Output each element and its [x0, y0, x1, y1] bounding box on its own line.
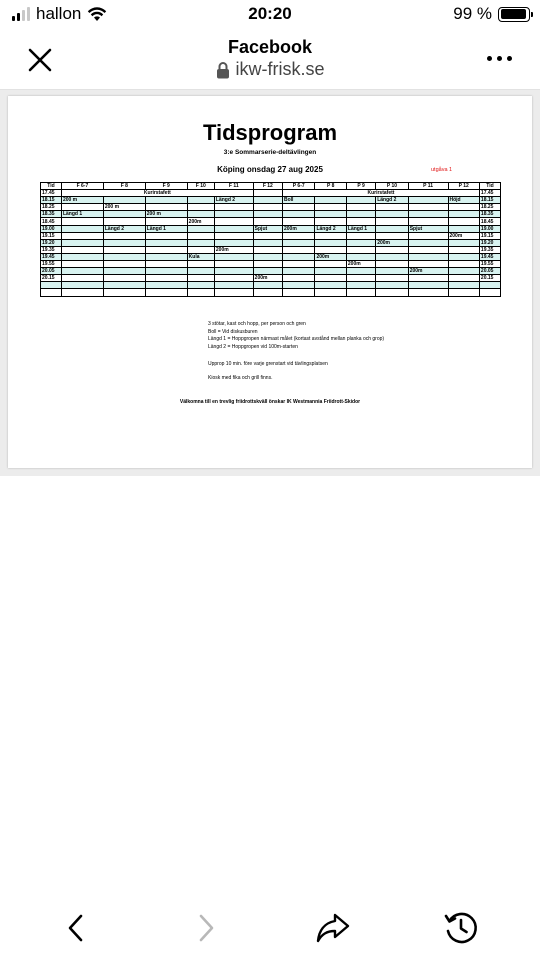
table-cell	[214, 204, 253, 211]
table-cell	[315, 268, 346, 275]
table-cell: Spjut	[253, 225, 282, 232]
table-cell: 200m	[187, 218, 214, 225]
table-cell	[448, 204, 479, 211]
chevron-right-icon	[196, 913, 216, 943]
table-cell	[187, 239, 214, 246]
table-cell	[214, 218, 253, 225]
column-header: P 9	[346, 183, 375, 190]
table-cell	[187, 197, 214, 204]
table-row	[41, 253, 501, 260]
table-cell: Höjd	[448, 197, 479, 204]
table-cell	[408, 197, 448, 204]
table-cell	[187, 261, 214, 268]
table-cell	[61, 225, 103, 232]
table-cell	[448, 261, 479, 268]
table-cell	[346, 289, 375, 296]
column-header: F 6-7	[61, 183, 103, 190]
table-cell	[376, 261, 408, 268]
table-cell	[315, 204, 346, 211]
table-cell	[346, 239, 375, 246]
schedule-header	[41, 183, 501, 190]
table-cell	[253, 253, 282, 260]
table-cell	[346, 268, 375, 275]
table-cell: 200m	[376, 239, 408, 246]
table-cell	[103, 253, 145, 260]
table-cell	[283, 253, 315, 260]
note-line: Längd 1 = Hoppgropen närmast målet (kortast avstånd mellan planka och grop)	[208, 336, 385, 343]
table-cell	[253, 246, 282, 253]
table-cell	[448, 268, 479, 275]
note-line: Kiosk med fika och grill finns.	[208, 374, 273, 381]
table-cell	[253, 190, 282, 197]
table-cell	[145, 232, 187, 239]
table-cell	[346, 204, 375, 211]
table-cell	[253, 232, 282, 239]
browser-header	[0, 32, 540, 90]
table-cell	[253, 239, 282, 246]
table-cell: Längd 1	[61, 211, 103, 218]
table-cell	[376, 211, 408, 218]
table-cell	[253, 204, 282, 211]
table-cell	[408, 239, 448, 246]
table-cell	[214, 261, 253, 268]
table-cell	[187, 282, 214, 289]
table-cell	[408, 246, 448, 253]
history-button[interactable]	[443, 910, 479, 946]
table-row	[41, 204, 501, 211]
column-header: F 10	[187, 183, 214, 190]
column-header: F 8	[103, 183, 145, 190]
table-cell	[61, 246, 103, 253]
table-cell	[103, 232, 145, 239]
table-cell	[376, 218, 408, 225]
table-row	[41, 211, 501, 218]
table-cell	[103, 275, 145, 282]
table-cell	[103, 289, 145, 296]
table-row	[41, 275, 501, 282]
table-cell	[283, 232, 315, 239]
table-cell	[187, 275, 214, 282]
table-cell	[315, 246, 346, 253]
document-dateline: Köping onsdag 27 aug 2025	[217, 165, 323, 174]
time-cell: 19.20	[479, 239, 500, 246]
time-cell: 18.15	[479, 197, 500, 204]
table-cell: Längd 2	[376, 197, 408, 204]
table-cell: Spjut	[408, 225, 448, 232]
table-cell	[448, 246, 479, 253]
time-cell: 17.45	[479, 190, 500, 197]
table-cell: 200m	[253, 275, 282, 282]
table-cell	[214, 289, 253, 296]
table-cell	[214, 282, 253, 289]
document-viewer[interactable]	[0, 90, 540, 476]
table-cell	[283, 239, 315, 246]
table-cell: 200 m	[103, 204, 145, 211]
table-cell	[376, 282, 408, 289]
table-cell: Längd 2	[214, 197, 253, 204]
table-cell: Längd 1	[346, 225, 375, 232]
url-display	[0, 59, 540, 80]
table-cell: Kula	[187, 253, 214, 260]
time-cell	[479, 282, 500, 289]
battery-icon	[498, 7, 530, 22]
table-cell	[187, 246, 214, 253]
carrier-name: hallon	[36, 4, 82, 23]
table-cell	[315, 275, 346, 282]
table-cell	[145, 197, 187, 204]
table-cell	[283, 275, 315, 282]
table-cell	[376, 275, 408, 282]
battery-percent: 99 %	[453, 4, 492, 23]
table-row	[41, 239, 501, 246]
table-cell: Kurirstafett	[61, 190, 253, 197]
table-cell	[283, 218, 315, 225]
time-cell: 17.45	[41, 190, 62, 197]
table-cell	[214, 232, 253, 239]
table-cell	[214, 275, 253, 282]
time-cell: 20.15	[41, 275, 62, 282]
table-cell: Boll	[283, 197, 315, 204]
table-cell	[315, 218, 346, 225]
time-cell	[41, 289, 62, 296]
table-cell	[315, 239, 346, 246]
share-button[interactable]	[315, 910, 351, 946]
time-cell: 19.00	[479, 225, 500, 232]
time-cell: 19.35	[479, 246, 500, 253]
table-cell	[103, 211, 145, 218]
table-cell	[376, 232, 408, 239]
table-cell	[346, 253, 375, 260]
table-cell	[187, 225, 214, 232]
table-cell	[187, 211, 214, 218]
table-row	[41, 197, 501, 204]
table-cell	[315, 289, 346, 296]
table-cell: 200 m	[61, 197, 103, 204]
time-cell: 19.35	[41, 246, 62, 253]
table-cell	[408, 261, 448, 268]
table-cell	[145, 239, 187, 246]
table-cell	[253, 289, 282, 296]
table-cell: 200m	[283, 225, 315, 232]
time-cell: 18.15	[41, 197, 62, 204]
table-cell	[61, 261, 103, 268]
notes-block	[208, 321, 384, 383]
column-header: F 9	[145, 183, 187, 190]
table-cell	[346, 211, 375, 218]
table-cell	[61, 282, 103, 289]
time-cell: 18.45	[479, 218, 500, 225]
table-cell	[187, 232, 214, 239]
share-icon	[315, 912, 351, 944]
note-line: 3 stötar, kast och hopp, per person och gren	[208, 321, 306, 327]
table-cell	[103, 246, 145, 253]
table-cell	[408, 218, 448, 225]
table-row	[41, 282, 501, 289]
table-cell	[283, 282, 315, 289]
table-cell	[61, 268, 103, 275]
schedule-body	[41, 190, 501, 296]
table-cell	[315, 211, 346, 218]
bottom-toolbar	[0, 900, 540, 960]
table-cell	[408, 253, 448, 260]
column-header: Tid	[41, 183, 62, 190]
table-cell	[253, 268, 282, 275]
time-cell	[479, 289, 500, 296]
time-cell: 18.35	[41, 211, 62, 218]
table-cell	[214, 225, 253, 232]
page-title: Facebook	[227, 37, 313, 57]
document-title: Tidsprogram	[202, 120, 338, 145]
table-cell	[253, 211, 282, 218]
table-cell: 200m	[315, 253, 346, 260]
time-cell: 18.25	[41, 204, 62, 211]
table-row	[41, 218, 501, 225]
table-cell: Längd 2	[315, 225, 346, 232]
table-cell	[448, 225, 479, 232]
table-cell	[145, 275, 187, 282]
table-cell	[346, 232, 375, 239]
table-cell	[61, 289, 103, 296]
schedule-table	[40, 182, 501, 297]
table-cell	[145, 282, 187, 289]
time-cell: 18.25	[479, 204, 500, 211]
history-icon	[443, 910, 479, 946]
table-cell	[315, 197, 346, 204]
table-cell	[145, 246, 187, 253]
table-cell	[214, 253, 253, 260]
table-cell	[145, 268, 187, 275]
table-cell	[408, 275, 448, 282]
document-subtitle: 3:e Sommarserie-deltävlingen	[223, 149, 317, 156]
table-cell	[376, 268, 408, 275]
time-cell: 19.45	[479, 253, 500, 260]
table-cell	[408, 204, 448, 211]
table-cell	[283, 246, 315, 253]
table-row	[41, 268, 501, 275]
back-button[interactable]	[58, 910, 94, 946]
time-cell: 18.45	[41, 218, 62, 225]
note-line: Upprop 10 min. före varje grenstart vid tävlingsplatsen	[208, 361, 328, 368]
time-cell: 18.35	[479, 211, 500, 218]
column-header: P 6-7	[283, 183, 315, 190]
table-cell	[103, 261, 145, 268]
table-cell	[408, 232, 448, 239]
table-cell	[376, 289, 408, 296]
status-right	[453, 4, 530, 24]
column-header: F 12	[253, 183, 282, 190]
table-cell	[61, 232, 103, 239]
table-cell	[376, 225, 408, 232]
table-cell	[448, 218, 479, 225]
table-cell	[346, 282, 375, 289]
table-row	[41, 289, 501, 296]
forward-button[interactable]	[188, 910, 224, 946]
edition-label: utgåva 1	[431, 167, 453, 173]
table-cell	[214, 268, 253, 275]
time-cell: 19.55	[479, 261, 500, 268]
table-row	[41, 225, 501, 232]
table-cell	[187, 268, 214, 275]
time-cell: 19.15	[41, 232, 62, 239]
time-cell: 19.55	[41, 261, 62, 268]
table-cell: Kurirstafett	[283, 190, 480, 197]
table-cell	[253, 261, 282, 268]
time-cell	[41, 282, 62, 289]
column-header: P 10	[376, 183, 408, 190]
status-bar	[0, 0, 540, 32]
table-cell	[61, 218, 103, 225]
table-cell	[145, 261, 187, 268]
table-cell	[103, 282, 145, 289]
column-header: Tid	[479, 183, 500, 190]
table-cell	[145, 218, 187, 225]
table-cell	[283, 268, 315, 275]
column-header: P 8	[315, 183, 346, 190]
table-cell	[448, 275, 479, 282]
table-cell	[283, 211, 315, 218]
table-cell	[315, 261, 346, 268]
table-cell	[376, 204, 408, 211]
time-cell: 20.05	[479, 268, 500, 275]
column-header: F 11	[214, 183, 253, 190]
table-cell	[103, 268, 145, 275]
table-cell	[315, 282, 346, 289]
url-text: ikw-frisk.se	[235, 59, 325, 79]
table-cell	[283, 204, 315, 211]
table-row	[41, 261, 501, 268]
table-cell	[346, 275, 375, 282]
table-cell: 200m	[214, 246, 253, 253]
more-options-button[interactable]	[487, 56, 512, 61]
table-cell	[346, 197, 375, 204]
status-time: 20:20	[248, 4, 292, 23]
table-cell	[103, 239, 145, 246]
table-cell	[61, 239, 103, 246]
table-cell	[346, 218, 375, 225]
table-cell	[283, 261, 315, 268]
table-cell	[376, 246, 408, 253]
time-cell: 19.00	[41, 225, 62, 232]
document-page	[8, 96, 532, 468]
table-cell	[253, 197, 282, 204]
note-line: Längd 2 = Hoppgropen vid 100m-starten	[208, 343, 298, 350]
table-cell	[408, 211, 448, 218]
table-cell: 200m	[408, 268, 448, 275]
table-cell	[315, 232, 346, 239]
table-cell	[448, 289, 479, 296]
lock-icon	[216, 61, 230, 79]
table-cell	[253, 218, 282, 225]
table-cell	[346, 246, 375, 253]
time-cell: 19.15	[479, 232, 500, 239]
table-cell	[448, 253, 479, 260]
column-header: P 12	[448, 183, 479, 190]
table-cell	[103, 218, 145, 225]
table-cell	[61, 253, 103, 260]
table-cell	[145, 289, 187, 296]
table-cell: 200 m	[145, 211, 187, 218]
table-cell	[253, 282, 282, 289]
table-cell	[103, 197, 145, 204]
table-cell: 200m	[448, 232, 479, 239]
table-cell	[145, 204, 187, 211]
schedule-header-row	[41, 183, 501, 190]
table-row	[41, 232, 501, 239]
table-cell	[187, 289, 214, 296]
time-cell: 19.20	[41, 239, 62, 246]
time-cell: 20.15	[479, 275, 500, 282]
chevron-left-icon	[66, 913, 86, 943]
table-cell: Längd 1	[145, 225, 187, 232]
table-cell	[145, 253, 187, 260]
table-cell	[61, 275, 103, 282]
table-row	[41, 246, 501, 253]
table-cell	[408, 289, 448, 296]
table-cell	[283, 289, 315, 296]
table-cell	[376, 253, 408, 260]
table-cell: 200m	[346, 261, 375, 268]
time-cell: 19.45	[41, 253, 62, 260]
table-cell	[448, 282, 479, 289]
time-cell: 20.05	[41, 268, 62, 275]
welcome-text: Välkomna till en trevlig friidrottskväll önskar IK Westmannia Friidrott-Skidor	[179, 399, 361, 405]
table-cell: Längd 2	[103, 225, 145, 232]
table-row	[41, 190, 501, 197]
table-cell	[61, 204, 103, 211]
note-line: Boll = Vid diskusburen	[208, 328, 258, 335]
column-header: P 11	[408, 183, 448, 190]
table-cell	[448, 211, 479, 218]
table-cell	[408, 282, 448, 289]
table-cell	[214, 239, 253, 246]
table-cell	[448, 239, 479, 246]
table-cell	[214, 211, 253, 218]
table-cell	[187, 204, 214, 211]
